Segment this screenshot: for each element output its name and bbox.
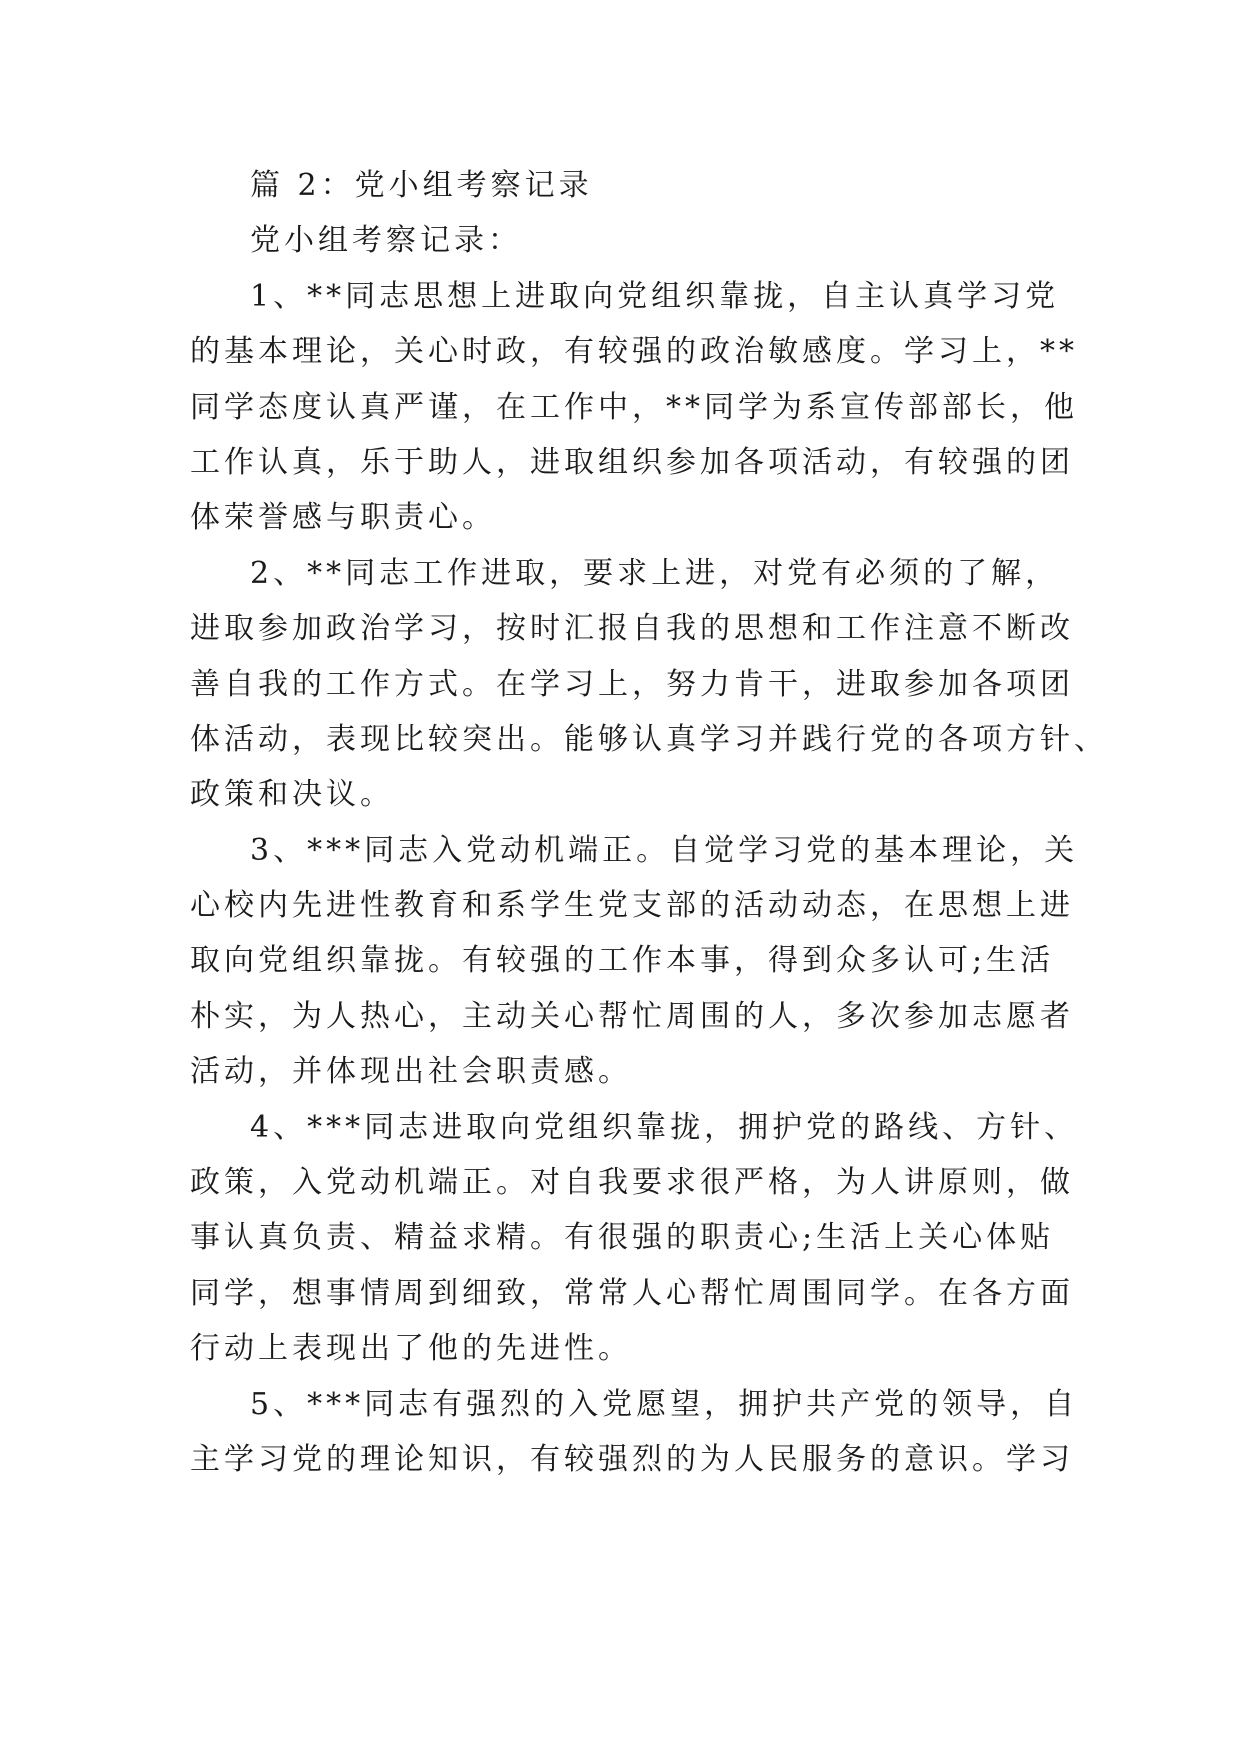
text-line: 的基本理论，关心时政，有较强的政治敏感度。学习上，** [190, 334, 1078, 370]
text-line: 同学，想事情周到细致，常常人心帮忙周围同学。在各方面 [190, 1275, 1074, 1311]
document-paragraphs [190, 269, 1108, 1488]
text-line: 体荣誉感与职责心。 [190, 500, 496, 536]
text-line: 5、***同志有强烈的入党愿望，拥护共产党的领导，自 [250, 1386, 1079, 1422]
text-line: 善自我的工作方式。在学习上，努力肯干，进取参加各项团 [190, 666, 1074, 702]
document-title: 篇 2：党小组考察记录 [250, 168, 593, 203]
text-line: 体活动，表现比较突出。能够认真学习并践行党的各项方针、 [190, 721, 1108, 757]
text-line: 政策和决议。 [190, 777, 394, 813]
text-line: 取向党组织靠拢。有较强的工作本事，得到众多认可;生活 [190, 943, 1055, 979]
text-line: 工作认真，乐于助人，进取组织参加各项活动，有较强的团 [190, 444, 1074, 480]
text-line: 心校内先进性教育和系学生党支部的活动动态，在思想上进 [190, 888, 1074, 924]
text-line: 4、***同志进取向党组织靠拢，拥护党的路线、方针、 [250, 1109, 1079, 1145]
document-body [190, 158, 1108, 1487]
text-line: 2、**同志工作进取，要求上进，对党有必须的了解， [250, 555, 1060, 591]
text-line: 同学态度认真严谨，在工作中，**同学为系宣传部部长，他 [190, 389, 1078, 425]
document-subtitle: 党小组考察记录： [250, 223, 522, 259]
text-line: 1、**同志思想上进取向党组织靠拢，自主认真学习党 [250, 278, 1060, 314]
text-line: 进取参加政治学习，按时汇报自我的思想和工作注意不断改 [190, 611, 1074, 647]
text-line: 事认真负责、精益求精。有很强的职责心;生活上关心体贴 [190, 1220, 1055, 1256]
text-line: 3、***同志入党动机端正。自觉学习党的基本理论，关 [250, 832, 1079, 868]
text-line: 活动，并体现出社会职责感。 [190, 1054, 632, 1090]
text-line: 主学习党的理论知识，有较强烈的为人民服务的意识。学习 [190, 1441, 1074, 1477]
text-line: 朴实，为人热心，主动关心帮忙周围的人，多次参加志愿者 [190, 998, 1074, 1034]
text-line: 行动上表现出了他的先进性。 [190, 1331, 632, 1367]
text-line: 政策，入党动机端正。对自我要求很严格，为人讲原则，做 [190, 1165, 1074, 1201]
